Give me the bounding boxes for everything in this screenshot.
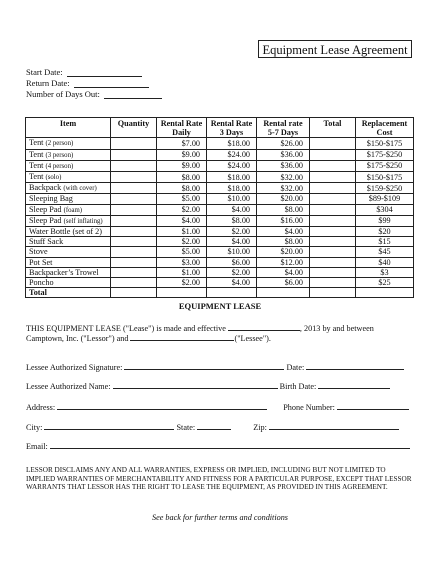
start-date-label: Start Date: (26, 67, 63, 77)
rate-daily-cell-text: $9.00 (181, 161, 200, 171)
total-row-cell[interactable] (310, 288, 356, 298)
replacement-cell-text: $175-$250 (366, 150, 403, 160)
total-cell[interactable] (310, 160, 356, 171)
item-cell (26, 172, 111, 183)
lease-line1-text-b: , 2013 by and between (299, 324, 374, 333)
col-rate-5-7days: Rental rate 5-7 Days (257, 118, 310, 138)
total-row-cell[interactable] (257, 288, 310, 298)
total-row-cell[interactable] (207, 288, 257, 298)
item-cell-text: Pot Set (29, 257, 53, 267)
rate-5-7days-cell (257, 237, 310, 247)
table-row (26, 172, 414, 183)
item-cell-text: Stove (29, 247, 48, 257)
rate-3days-cell-text: $4.00 (231, 237, 250, 247)
replacement-cell-text: $40 (378, 257, 391, 267)
state-label: State: (176, 423, 196, 432)
total-cell[interactable] (310, 138, 356, 149)
item-cell (26, 257, 111, 267)
replacement-cell (356, 257, 414, 267)
replacement-cell-text: $89-$109 (368, 194, 401, 204)
address-row (26, 401, 409, 413)
item-detail: (self inflating) (63, 217, 103, 225)
lease-line-2 (26, 332, 271, 344)
replacement-cell (356, 183, 414, 194)
item-cell-text: Sleep Pad (29, 204, 62, 214)
birth-date-label: Birth Date: (279, 382, 317, 391)
replacement-cell (356, 247, 414, 257)
rate-3days-cell (207, 278, 257, 288)
address-label: Address: (26, 403, 56, 412)
table-row (26, 204, 414, 215)
replacement-cell-text: $150-$175 (366, 138, 403, 148)
quantity-cell[interactable] (111, 267, 157, 277)
quantity-cell[interactable] (111, 257, 157, 267)
item-cell-text: Sleeping Bag (29, 194, 73, 204)
col-quantity: Quantity (111, 118, 157, 138)
quantity-cell[interactable] (111, 160, 157, 171)
table-row (26, 257, 414, 267)
rate-5-7days-cell-text: $32.00 (280, 183, 303, 193)
rate-3days-cell-text: $24.00 (227, 161, 250, 171)
replacement-cell (356, 138, 414, 149)
zip-field[interactable] (269, 421, 399, 430)
rate-3days-cell (207, 215, 257, 226)
rate-3days-cell-text: $10.00 (227, 247, 250, 257)
rate-5-7days-cell-text: $12.00 (280, 257, 303, 267)
total-cell[interactable] (310, 194, 356, 204)
rate-5-7days-cell-text: $20.00 (280, 247, 303, 257)
lease-line1-text-a: THIS EQUIPMENT LEASE ("Lease") is made and effective (26, 324, 226, 333)
signature-row (26, 361, 404, 373)
zip-label: Zip: (253, 423, 267, 432)
replacement-cell (356, 267, 414, 277)
replacement-cell-text: $25 (378, 278, 391, 288)
total-row-cell[interactable] (356, 288, 414, 298)
item-cell (26, 215, 111, 226)
item-cell (26, 149, 111, 160)
rate-5-7days-cell-text: $4.00 (284, 227, 303, 237)
item-cell (26, 267, 111, 277)
rate-3days-cell-text: $4.00 (231, 205, 250, 215)
replacement-cell-text: $304 (376, 205, 393, 215)
table-row (26, 237, 414, 247)
rate-5-7days-cell-text: $32.00 (280, 172, 303, 182)
quantity-cell[interactable] (111, 149, 157, 160)
return-date-row (26, 78, 149, 88)
rate-3days-cell (207, 194, 257, 204)
col-replacement: Replacement Cost (356, 118, 414, 138)
rate-daily-cell (157, 278, 207, 288)
item-cell (26, 138, 111, 149)
table-row (26, 227, 414, 237)
rate-daily-cell-text: $8.00 (181, 172, 200, 182)
col-rate-daily: Rental Rate Daily (157, 118, 207, 138)
name-field[interactable] (113, 380, 278, 389)
rate-daily-cell-text: $3.00 (181, 257, 200, 267)
rate-daily-cell-text: $5.00 (181, 247, 200, 257)
rate-5-7days-cell (257, 278, 310, 288)
item-cell (26, 194, 111, 204)
replacement-cell-text: $99 (378, 216, 391, 226)
total-row-cell[interactable] (111, 288, 157, 298)
rate-3days-cell (207, 183, 257, 194)
replacement-cell (356, 194, 414, 204)
quantity-cell[interactable] (111, 278, 157, 288)
item-cell (26, 160, 111, 171)
rate-3days-cell (207, 267, 257, 277)
rate-5-7days-cell (257, 257, 310, 267)
date-field[interactable] (306, 361, 404, 370)
table-row (26, 138, 414, 149)
item-cell-text: Tent (29, 138, 44, 148)
rate-daily-cell (157, 194, 207, 204)
lease-heading: EQUIPMENT LEASE (178, 301, 262, 311)
rate-daily-cell-text: $2.00 (181, 205, 200, 215)
rate-daily-cell-text: $1.00 (181, 227, 200, 237)
replacement-cell (356, 149, 414, 160)
rate-5-7days-cell (257, 227, 310, 237)
table-row (26, 278, 414, 288)
replacement-cell (356, 237, 414, 247)
item-detail: (foam) (63, 206, 83, 214)
total-cell[interactable] (310, 172, 356, 183)
name-label: Lessee Authorized Name: (26, 382, 111, 391)
lessee-name-field[interactable] (130, 332, 234, 341)
rate-5-7days-cell (257, 215, 310, 226)
rate-3days-cell-text: $8.00 (231, 216, 250, 226)
rate-5-7days-cell (257, 183, 310, 194)
replacement-cell-text: $175-$250 (366, 161, 403, 171)
quantity-cell[interactable] (111, 247, 157, 257)
table-row (26, 267, 414, 277)
rate-3days-cell (207, 149, 257, 160)
name-row (26, 380, 390, 392)
rate-3days-cell-text: $2.00 (231, 227, 250, 237)
rate-daily-cell (157, 227, 207, 237)
rate-5-7days-cell-text: $8.00 (284, 237, 303, 247)
replacement-cell-text: $15 (378, 237, 391, 247)
rate-3days-cell-text: $2.00 (231, 267, 250, 277)
table-row (26, 194, 414, 204)
rate-daily-cell (157, 267, 207, 277)
total-label-cell: Total (26, 288, 111, 298)
rate-5-7days-cell (257, 138, 310, 149)
rate-daily-cell (157, 138, 207, 149)
rate-daily-cell (157, 204, 207, 215)
table-total-row (26, 288, 414, 298)
rate-5-7days-cell-text: $36.00 (280, 150, 303, 160)
rate-daily-cell-text: $5.00 (181, 194, 200, 204)
days-out-label: Number of Days Out: (26, 89, 100, 99)
rate-daily-cell-text: $9.00 (181, 150, 200, 160)
item-cell (26, 278, 111, 288)
rate-3days-cell-text: $6.00 (231, 257, 250, 267)
city-field[interactable] (44, 421, 174, 430)
quantity-cell[interactable] (111, 183, 157, 194)
rate-5-7days-cell (257, 194, 310, 204)
col-rate-3days: Rental Rate 3 Days (207, 118, 257, 138)
days-out-field[interactable] (104, 89, 162, 99)
item-cell-text: Backpacker’s Trowel (29, 267, 99, 277)
replacement-cell-text: $45 (378, 247, 391, 257)
item-cell-text: Poncho (29, 278, 54, 288)
quantity-cell[interactable] (111, 227, 157, 237)
quantity-cell[interactable] (111, 215, 157, 226)
item-cell (26, 227, 111, 237)
total-cell[interactable] (310, 204, 356, 215)
rate-3days-cell (207, 204, 257, 215)
rate-5-7days-cell (257, 204, 310, 215)
signature-field[interactable] (124, 361, 284, 370)
total-cell[interactable] (310, 183, 356, 194)
start-date-row (26, 67, 142, 77)
rate-3days-cell (207, 237, 257, 247)
total-cell[interactable] (310, 278, 356, 288)
rate-daily-cell (157, 215, 207, 226)
rate-3days-cell (207, 172, 257, 183)
rate-daily-cell (157, 172, 207, 183)
rate-daily-cell (157, 247, 207, 257)
item-cell (26, 183, 111, 194)
table-row (26, 183, 414, 194)
rate-daily-cell (157, 149, 207, 160)
item-cell-text: Tent (29, 160, 44, 170)
rate-daily-cell (157, 160, 207, 171)
quantity-cell[interactable] (111, 172, 157, 183)
rate-3days-cell-text: $18.00 (227, 183, 250, 193)
equipment-table (25, 117, 414, 298)
email-field[interactable] (50, 440, 410, 449)
rate-daily-cell-text: $1.00 (181, 267, 200, 277)
rate-3days-cell-text: $18.00 (227, 172, 250, 182)
replacement-cell (356, 172, 414, 183)
lease-line2-text-b: ("Lessee"). (234, 334, 271, 343)
total-row-cell[interactable] (157, 288, 207, 298)
item-cell (26, 204, 111, 215)
replacement-cell (356, 278, 414, 288)
total-cell[interactable] (310, 149, 356, 160)
total-cell[interactable] (310, 257, 356, 267)
birth-date-field[interactable] (318, 380, 390, 389)
rate-3days-cell-text: $18.00 (227, 138, 250, 148)
rate-5-7days-cell (257, 172, 310, 183)
rate-3days-cell (207, 160, 257, 171)
rate-3days-cell (207, 227, 257, 237)
quantity-cell[interactable] (111, 194, 157, 204)
table-row (26, 215, 414, 226)
item-cell-text: Stuff Sack (29, 237, 64, 247)
replacement-cell-text: $159-$250 (366, 183, 403, 193)
state-field[interactable] (197, 421, 231, 430)
rate-5-7days-cell-text: $26.00 (280, 138, 303, 148)
return-date-label: Return Date: (26, 78, 70, 88)
col-item: Item (26, 118, 111, 138)
signature-label: Lessee Authorized Signature: (26, 363, 123, 372)
document-title: Equipment Lease Agreement (258, 40, 412, 58)
replacement-cell (356, 227, 414, 237)
phone-field[interactable] (337, 401, 409, 410)
replacement-cell (356, 160, 414, 171)
item-detail: (with cover) (63, 185, 97, 193)
item-cell (26, 247, 111, 257)
rate-3days-cell (207, 257, 257, 267)
table-row (26, 247, 414, 257)
item-cell-text: Water Bottle (set of 2) (29, 227, 103, 237)
warranty-disclaimer: LESSOR DISCLAIMS ANY AND ALL WARRANTIES, EXPRESS OR IMPLIED, INCLUDING BUT NOT LIMITED TO IMPLIED WARRANTIES OF MERCHANTABILITY AND FITNESS FOR A PARTICULAR PURPOSE, EXCEPT THAT LESSOR WARRANTS THAT LESSOR HAS THE RIGHT TO LEASE THE EQUIPMENT, AS PROVIDED IN THIS AGREEMENT. (26, 466, 412, 492)
rate-5-7days-cell-text: $4.00 (284, 267, 303, 277)
rate-5-7days-cell (257, 267, 310, 277)
item-detail: (2 person) (45, 140, 74, 148)
quantity-cell[interactable] (111, 204, 157, 215)
rate-daily-cell (157, 257, 207, 267)
replacement-cell-text: $3 (380, 267, 389, 277)
item-detail: (4 person) (45, 162, 74, 170)
rate-5-7days-cell-text: $6.00 (284, 278, 303, 288)
city-row (26, 421, 399, 433)
item-detail: (3 person) (45, 151, 74, 159)
rate-5-7days-cell (257, 247, 310, 257)
total-cell[interactable] (310, 247, 356, 257)
return-date-field[interactable] (74, 78, 149, 88)
start-date-field[interactable] (67, 67, 142, 77)
email-label: Email: (26, 442, 48, 451)
address-field[interactable] (57, 401, 267, 410)
rate-5-7days-cell (257, 160, 310, 171)
rate-3days-cell (207, 138, 257, 149)
rate-daily-cell-text: $4.00 (181, 216, 200, 226)
table-row (26, 160, 414, 171)
date-label: Date: (286, 363, 305, 372)
effective-date-field[interactable] (228, 322, 300, 331)
quantity-cell[interactable] (111, 237, 157, 247)
total-cell[interactable] (310, 237, 356, 247)
city-label: City: (26, 423, 43, 432)
lease-line2-text-a: Camptown, Inc. ("Lessor") and (26, 334, 129, 343)
item-cell-text: Tent (29, 172, 44, 182)
rate-daily-cell (157, 183, 207, 194)
table-row (26, 149, 414, 160)
rate-daily-cell-text: $2.00 (181, 237, 200, 247)
rate-daily-cell-text: $2.00 (181, 278, 200, 288)
replacement-cell-text: $20 (378, 227, 391, 237)
rate-3days-cell-text: $24.00 (227, 150, 250, 160)
rate-3days-cell-text: $10.00 (227, 194, 250, 204)
rate-5-7days-cell-text: $8.00 (284, 205, 303, 215)
rate-5-7days-cell-text: $20.00 (280, 194, 303, 204)
item-detail: (solo) (45, 174, 62, 182)
item-cell-text: Tent (29, 149, 44, 159)
email-row (26, 440, 410, 452)
table-header-row (26, 118, 414, 138)
quantity-cell[interactable] (111, 138, 157, 149)
rate-5-7days-cell (257, 149, 310, 160)
rate-3days-cell-text: $4.00 (231, 278, 250, 288)
total-cell[interactable] (310, 215, 356, 226)
total-cell[interactable] (310, 227, 356, 237)
col-total: Total (310, 118, 356, 138)
rate-5-7days-cell-text: $36.00 (280, 161, 303, 171)
replacement-cell-text: $150-$175 (366, 172, 403, 182)
item-cell-text: Sleep Pad (29, 215, 62, 225)
item-cell (26, 237, 111, 247)
days-out-row (26, 89, 162, 99)
rate-5-7days-cell-text: $16.00 (280, 216, 303, 226)
back-terms-note: See back for further terms and conditions (152, 513, 288, 522)
replacement-cell (356, 215, 414, 226)
phone-label: Phone Number: (283, 403, 335, 412)
rate-daily-cell-text: $7.00 (181, 138, 200, 148)
rate-daily-cell (157, 237, 207, 247)
total-cell[interactable] (310, 267, 356, 277)
rate-daily-cell-text: $8.00 (181, 183, 200, 193)
rate-3days-cell (207, 247, 257, 257)
replacement-cell (356, 204, 414, 215)
item-cell-text: Backpack (29, 183, 62, 193)
